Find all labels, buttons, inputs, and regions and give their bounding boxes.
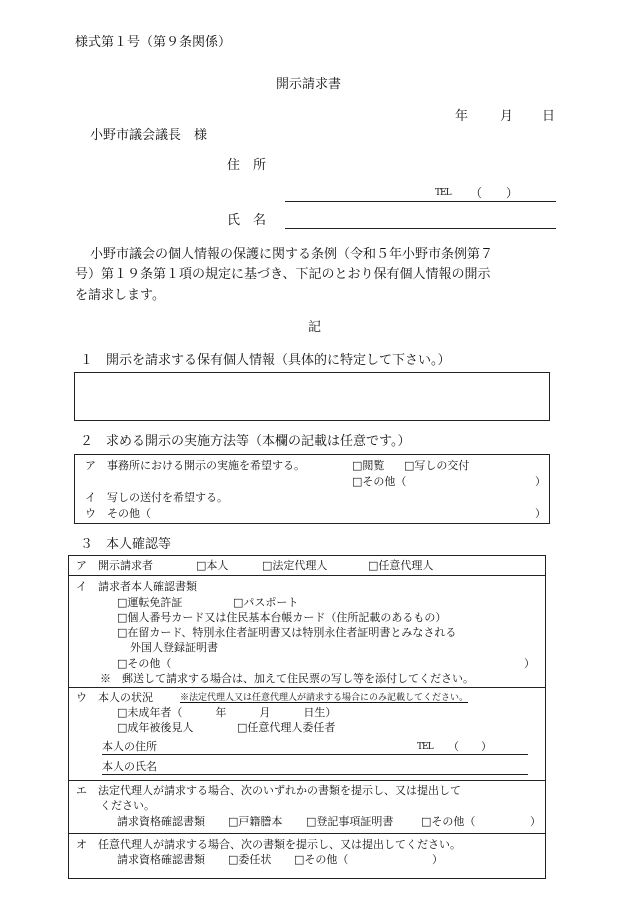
name-line[interactable] [285,228,556,229]
row-divider [68,780,546,781]
option-view[interactable]: □閲覧 [352,459,385,472]
option-e-other[interactable]: □その他（ [421,815,476,828]
option-adult-ward[interactable]: □成年被後見人 [117,721,194,734]
date-day: 日 [542,109,556,124]
option-principal[interactable]: □任意代理人委任者 [237,721,336,734]
principal-name-label: 本人の氏名 [102,760,157,773]
intro-line-3: を請求します。 [75,288,165,303]
option-other[interactable]: □その他（ [352,475,407,488]
option-other-document[interactable]: □その他（ [117,657,172,670]
option-other-document-close: ） [524,657,535,670]
principal-tel-label: TEL [417,742,433,752]
principal-address-label: 本人の住所 [102,740,157,753]
row-i-label: イ 請求者本人確認書類 [76,580,197,593]
row-e-docs-label: 請求資格確認書類 [117,815,205,828]
row-u-label: ウ 本人の状況 [76,691,153,704]
option-copy[interactable]: □写しの交付 [404,459,470,472]
principal-address-line[interactable] [102,754,528,755]
principal-name-line[interactable] [102,774,528,775]
section3-heading: ３ 本人確認等 [80,537,172,552]
row-divider [68,833,546,834]
row-e-line-1: エ 法定代理人が請求する場合、次のいずれかの書類を提示し、又は提出して [76,784,461,797]
option-drivers-license[interactable]: □運転免許証 [117,596,183,609]
option-e-other-close: ） [530,815,541,828]
ki-mark: 記 [308,320,322,335]
option-passport[interactable]: □パスポート [233,596,299,609]
section2-row-u: ウ その他（ [85,507,151,520]
option-o-other[interactable]: □その他（ [294,853,349,866]
intro-line-2: 号）第１９条第１項の規定に基づき、下記のとおり保有個人情報の開示 [75,267,491,282]
row-o-line-1: オ 任意代理人が請求する場合、次の書類を提示し、又は提出してください。 [76,838,461,851]
option-residence-card-cont: 外国人登録証明書 [130,641,218,654]
principal-tel-paren: （ ） [448,740,492,753]
section1-input-box[interactable] [74,372,550,421]
row-divider [68,687,546,688]
option-proxy-letter[interactable]: □委任状 [228,853,272,866]
option-other-close: ） [535,475,546,488]
date-year: 年 [455,109,469,124]
row-e-line-2: ください。 [100,799,155,812]
document-title: 開示請求書 [276,77,342,92]
option-minor[interactable]: □未成年者（ 年 月 日生） [117,706,337,719]
option-koseki[interactable]: □戸籍謄本 [228,815,283,828]
address-line[interactable] [285,201,556,202]
mail-note: ※ 郵送して請求する場合は、加えて住民票の写し等を添付してください。 [100,672,474,685]
date-month: 月 [500,109,514,124]
form-number: 様式第１号（第９条関係） [75,35,232,50]
row-divider [68,575,546,576]
tel-label: TEL [435,188,451,198]
row-o-docs-label: 請求資格確認書類 [117,853,205,866]
option-mynumber-card[interactable]: □個人番号カード又は住民基本台帳カード（住所記載のあるもの） [117,611,447,624]
row-a-label: ア 開示請求者 [76,559,153,572]
section2-heading: ２ 求める開示の実施方法等（本欄の記載は任意です。） [80,434,411,449]
section1-heading: １ 開示を請求する保有個人情報（具体的に特定して下さい。） [80,353,451,368]
section2-row-a: ア 事務所における開示の実施を希望する。 [85,459,305,472]
option-voluntary-agent[interactable]: □任意代理人 [368,559,434,572]
address-label: 住 所 [227,158,267,173]
tel-paren: （ ） [470,186,519,200]
section2-row-i: イ 写しの送付を希望する。 [85,491,228,504]
intro-line-1: 小野市議会の個人情報の保護に関する条例（令和５年小野市条例第７ [90,247,494,262]
option-o-other-close: ） [432,853,443,866]
option-residence-card[interactable]: □在留カード、特別永住者証明書又は特別永住者証明書とみなされる [117,626,457,639]
row-u-note: ※法定代理人又は任意代理人が請求する場合にのみ記載してください。 [180,693,469,703]
addressee: 小野市議会議長 様 [90,128,208,143]
option-registry-cert[interactable]: □登記事項証明書 [306,815,394,828]
name-label: 氏 名 [227,213,267,228]
section2-row-u-close: ） [535,507,546,520]
option-legal-agent[interactable]: □法定代理人 [262,559,328,572]
option-self[interactable]: □本人 [196,559,229,572]
